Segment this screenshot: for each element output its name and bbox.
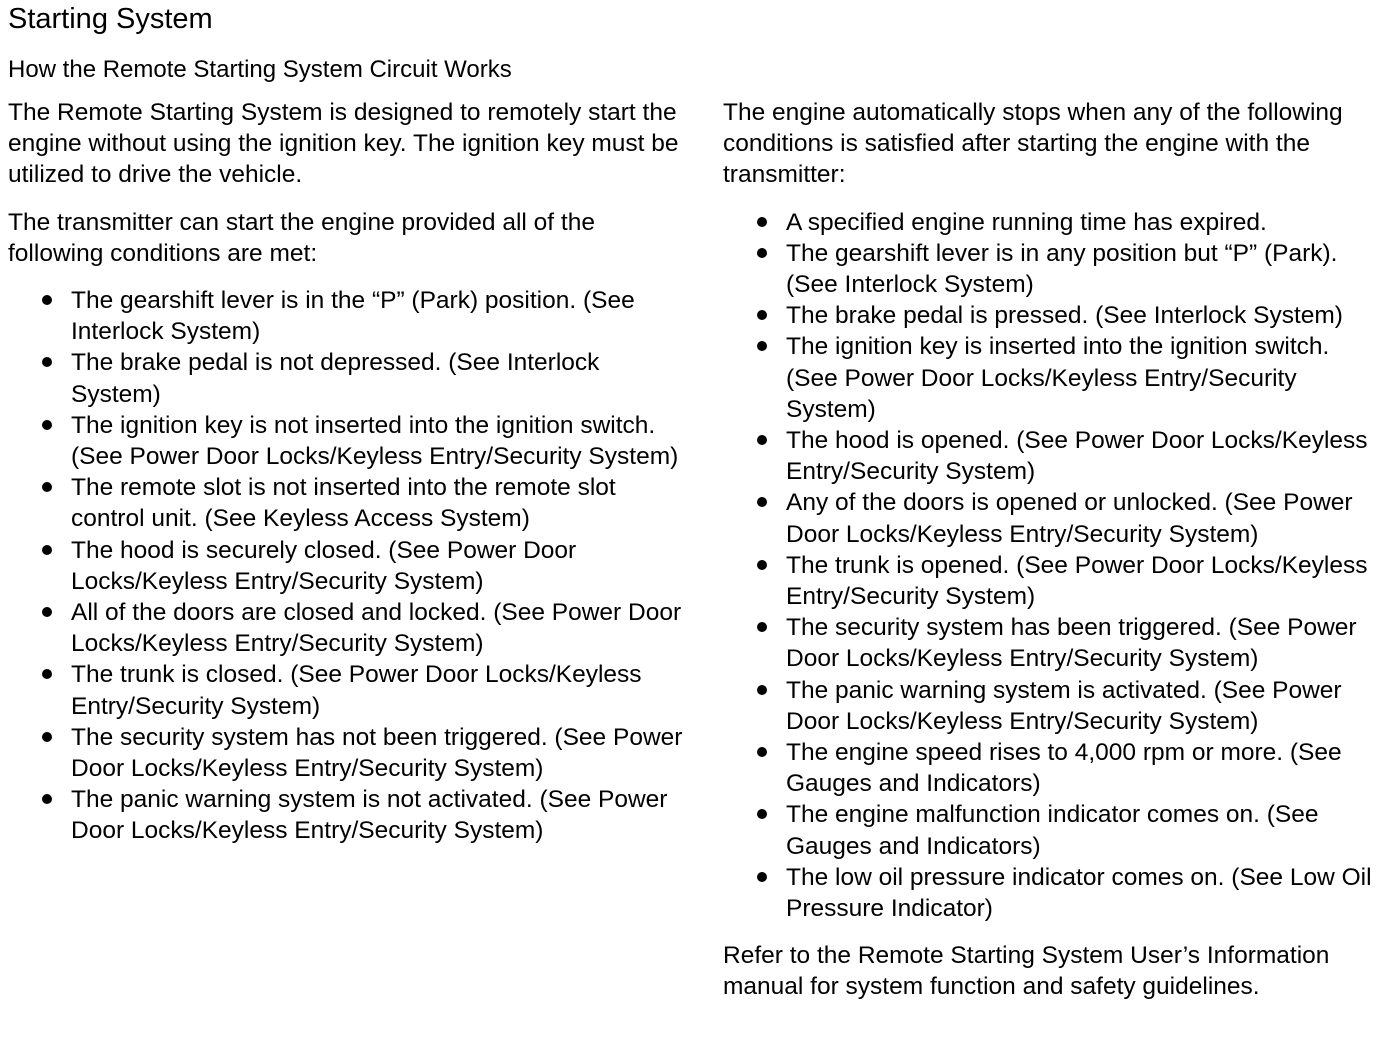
bullet-icon — [757, 747, 767, 757]
bullet-icon — [757, 497, 767, 507]
list-item: The ignition key is not inserted into the ignition switch. (See Power Door Locks/Keyless Entry/Security System) — [8, 410, 688, 472]
list-item: The security system has not been triggered. (See Power Door Locks/Keyless Entry/Security System) — [8, 722, 688, 784]
start-conditions-intro: The transmitter can start the engine provided all of the following conditions are met: — [8, 208, 595, 267]
section-subtitle: How the Remote Starting System Circuit Works — [8, 56, 512, 83]
start-conditions-list — [8, 285, 688, 847]
bullet-icon — [42, 357, 52, 367]
list-item: The panic warning system is activated. (See Power Door Locks/Keyless Entry/Security System) — [723, 675, 1387, 737]
list-item: The engine speed rises to 4,000 rpm or more. (See Gauges and Indicators) — [723, 737, 1387, 799]
list-item: The hood is opened. (See Power Door Locks/Keyless Entry/Security System) — [723, 425, 1387, 487]
list-item: The gearshift lever is in any position but “P” (Park). (See Interlock System) — [723, 238, 1387, 300]
list-item: All of the doors are closed and locked. (See Power Door Locks/Keyless Entry/Security System) — [8, 597, 688, 659]
list-item: The brake pedal is pressed. (See Interlock System) — [723, 300, 1387, 331]
right-column — [723, 97, 1387, 1019]
bullet-icon — [757, 248, 767, 258]
list-item: The brake pedal is not depressed. (See Interlock System) — [8, 347, 688, 409]
list-item: The panic warning system is not activated. (See Power Door Locks/Keyless Entry/Security System) — [8, 784, 688, 846]
page-title: Starting System — [8, 3, 213, 35]
list-item: The trunk is closed. (See Power Door Locks/Keyless Entry/Security System) — [8, 659, 688, 721]
bullet-icon — [42, 545, 52, 555]
reference-paragraph: Refer to the Remote Starting System User’s Information manual for system function and safety guidelines. — [723, 942, 1330, 1001]
bullet-icon — [757, 809, 767, 819]
list-item: The ignition key is inserted into the ignition switch. (See Power Door Locks/Keyless Entry/Security System) — [723, 331, 1387, 425]
bullet-icon — [42, 607, 52, 617]
bullet-icon — [757, 872, 767, 882]
list-item: The gearshift lever is in the “P” (Park) position. (See Interlock System) — [8, 285, 688, 347]
stop-conditions-list — [723, 207, 1387, 925]
list-item: The trunk is opened. (See Power Door Locks/Keyless Entry/Security System) — [723, 550, 1387, 612]
list-item: The security system has been triggered. (See Power Door Locks/Keyless Entry/Security System) — [723, 612, 1387, 674]
bullet-icon — [757, 217, 767, 227]
bullet-icon — [42, 669, 52, 679]
stop-conditions-intro: The engine automatically stops when any of the following conditions is satisfied after starting the engine with the transmitter: — [723, 99, 1343, 189]
bullet-icon — [42, 794, 52, 804]
bullet-icon — [42, 482, 52, 492]
bullet-icon — [42, 420, 52, 430]
bullet-icon — [42, 732, 52, 742]
bullet-icon — [757, 310, 767, 320]
bullet-icon — [757, 622, 767, 632]
bullet-icon — [757, 435, 767, 445]
list-item: Any of the doors is opened or unlocked. (See Power Door Locks/Keyless Entry/Security System) — [723, 487, 1387, 549]
bullet-icon — [42, 295, 52, 305]
left-column — [8, 97, 688, 863]
list-item: A specified engine running time has expired. — [723, 207, 1387, 238]
bullet-icon — [757, 560, 767, 570]
list-item: The engine malfunction indicator comes on. (See Gauges and Indicators) — [723, 799, 1387, 861]
intro-paragraph: The Remote Starting System is designed to remotely start the engine without using the ignition key. The ignition key must be utilized to drive the vehicle. — [8, 99, 679, 189]
bullet-icon — [757, 685, 767, 695]
list-item: The hood is securely closed. (See Power Door Locks/Keyless Entry/Security System) — [8, 535, 688, 597]
list-item: The low oil pressure indicator comes on. (See Low Oil Pressure Indicator) — [723, 862, 1387, 924]
list-item: The remote slot is not inserted into the remote slot control unit. (See Keyless Access System) — [8, 472, 688, 534]
bullet-icon — [757, 341, 767, 351]
